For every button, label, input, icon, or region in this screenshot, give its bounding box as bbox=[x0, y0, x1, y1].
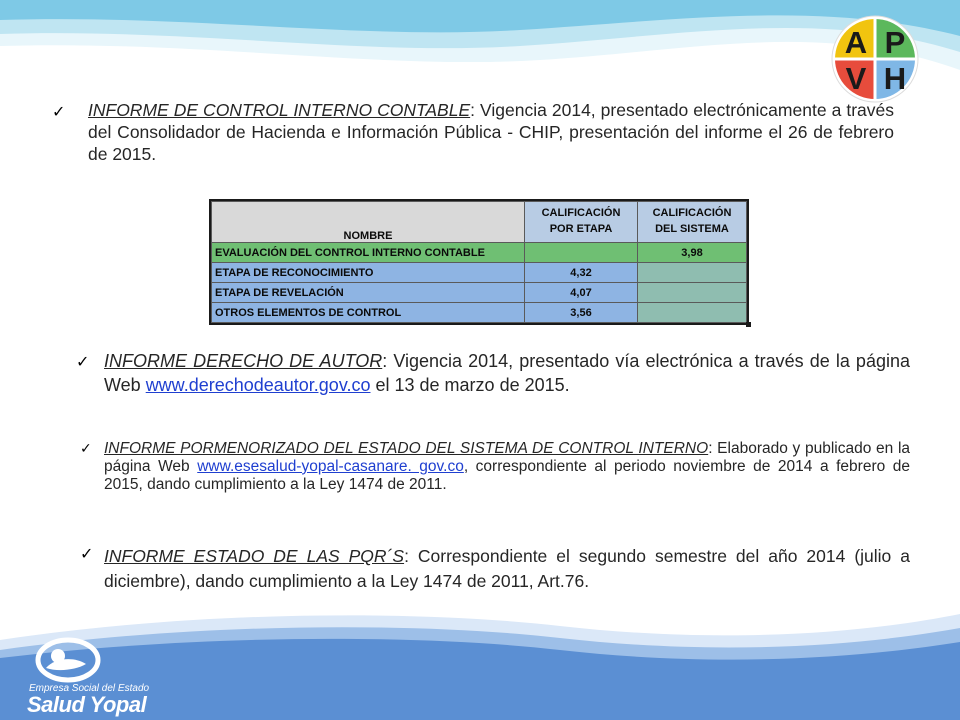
logo-subtitle: Empresa Social del Estado bbox=[29, 683, 150, 694]
item-derecho-de-autor bbox=[104, 349, 910, 398]
item-title: INFORME PORMENORIZADO DEL ESTADO DEL SISTEMA DE CONTROL INTERNO bbox=[104, 440, 709, 457]
logo-title: Salud Yopal bbox=[27, 692, 147, 717]
item-text: el 13 de marzo de 2015. bbox=[370, 375, 570, 396]
cell-nombre: ETAPA DE RECONOCIMIENTO bbox=[212, 263, 525, 283]
item-title: INFORME DE CONTROL INTERNO CONTABLE bbox=[88, 100, 471, 120]
cell-etapa: 4,07 bbox=[525, 283, 638, 303]
header-etapa-line1: CALIFICACIÓN bbox=[541, 207, 621, 220]
item-text: : Correspondiente el segundo semestre del año 2014 (julio a diciembre), dando cumplimiento a la Ley 1474 de 2011, Art.76. bbox=[104, 546, 910, 592]
item-pormenorizado bbox=[104, 440, 910, 493]
top-wave-decoration bbox=[0, 0, 960, 110]
header-sistema-line1: CALIFICACIÓN bbox=[652, 207, 732, 220]
item-control-interno-contable bbox=[88, 100, 894, 166]
item-text: : Vigencia 2014, presentado electrónicamente a través del Consolidador de Hacienda e Información Pública - CHIP, presentación del informe el 26 de febrero de 2015. bbox=[88, 100, 894, 164]
item-text: : Elaborado y publicado en la página Web bbox=[104, 440, 911, 475]
item-text: : Vigencia 2014, presentado vía electrónica a través de la página Web bbox=[104, 351, 910, 396]
table-row bbox=[212, 283, 747, 303]
item-title: INFORME ESTADO DE LAS PQR´S bbox=[104, 546, 405, 566]
checkmark-icon: ✓ bbox=[76, 352, 90, 371]
table-row bbox=[212, 243, 747, 263]
pdca-letter-p: P bbox=[884, 25, 906, 60]
pdca-letter-a: A bbox=[844, 25, 868, 60]
cell-sistema bbox=[638, 263, 747, 283]
item-title: INFORME DERECHO DE AUTOR bbox=[104, 351, 383, 371]
checkmark-icon: ✓ bbox=[80, 441, 92, 457]
checkmark-icon: ✓ bbox=[52, 102, 66, 121]
table-row bbox=[212, 303, 747, 323]
checkmark-icon: ✓ bbox=[80, 544, 94, 563]
pdca-logo bbox=[830, 14, 920, 104]
table-row bbox=[212, 263, 747, 283]
item-text: , correspondiente al periodo noviembre de 2014 a febrero de 2015, dando cumplimiento a la Ley 1474 de 2011. bbox=[104, 457, 911, 493]
cell-nombre: ETAPA DE REVELACIÓN bbox=[212, 283, 525, 303]
cell-nombre: EVALUACIÓN DEL CONTROL INTERNO CONTABLE bbox=[212, 243, 525, 263]
header-calificacion-sistema bbox=[638, 202, 747, 243]
header-calificacion-etapa bbox=[525, 202, 638, 243]
cell-etapa: 3,56 bbox=[525, 303, 638, 323]
header-sistema-line2: DEL SISTEMA bbox=[655, 223, 729, 235]
cell-nombre: OTROS ELEMENTOS DE CONTROL bbox=[212, 303, 525, 323]
esesalud-link[interactable]: www.esesalud-yopal-casanare. gov.co bbox=[197, 457, 464, 475]
cell-sistema: 3,98 bbox=[638, 243, 747, 263]
header-nombre: NOMBRE bbox=[212, 202, 525, 243]
item-pqrs bbox=[104, 544, 910, 595]
table-resize-handle[interactable] bbox=[746, 322, 751, 327]
cell-etapa: 4,32 bbox=[525, 263, 638, 283]
calificacion-table bbox=[209, 199, 749, 325]
header-etapa-line2: POR ETAPA bbox=[549, 223, 613, 235]
pdca-letter-v: V bbox=[845, 61, 867, 96]
cell-sistema bbox=[638, 283, 747, 303]
cell-sistema bbox=[638, 303, 747, 323]
derechodeautor-link[interactable]: www.derechodeautor.gov.co bbox=[145, 375, 371, 396]
pdca-letter-h: H bbox=[883, 61, 907, 96]
cell-etapa bbox=[525, 243, 638, 263]
